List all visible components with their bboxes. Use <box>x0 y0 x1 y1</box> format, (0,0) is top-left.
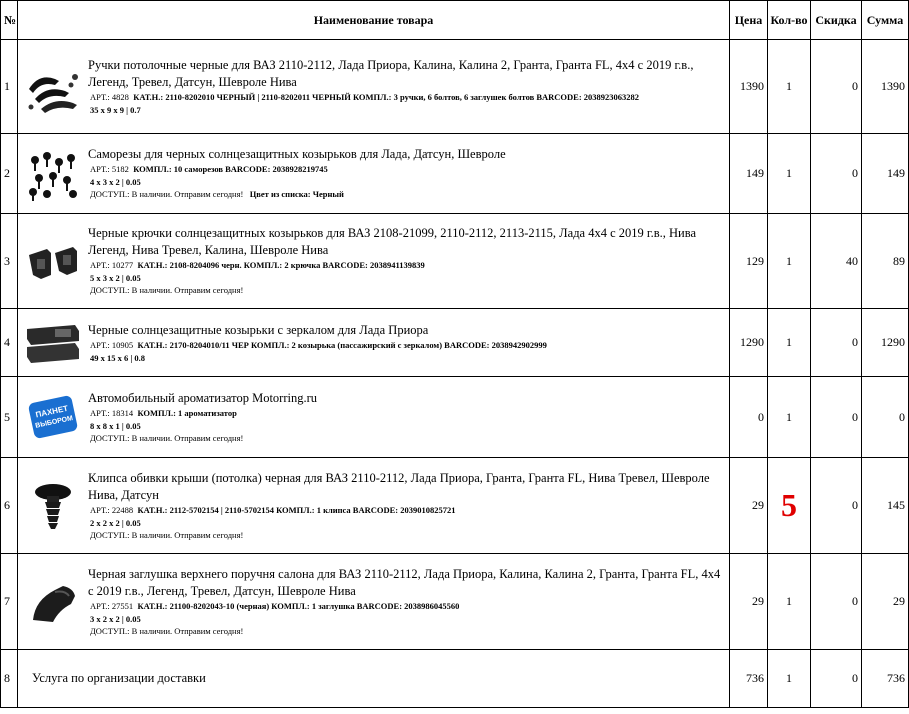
header-price: Цена <box>730 1 768 40</box>
table-row <box>1 377 909 458</box>
sum-cell: 149 <box>862 134 909 214</box>
product-meta: АРТ.: 10905 КАТ.Н.: 2170-8204010/11 ЧЕР КОМПЛ.: 2 козырька (пассажирский с зеркалом) BARCODE: 2038942902999 <box>90 339 547 350</box>
header-name: Наименование товара <box>18 1 730 40</box>
price-cell: 1390 <box>730 40 768 134</box>
discount-cell: 0 <box>811 554 862 650</box>
ceiling-handles-icon <box>24 58 82 116</box>
product-meta: АРТ.: 5182 КОМПЛ.: 10 саморезов BARCODE: 2038928219745 <box>90 164 328 174</box>
row-number: 7 <box>1 554 18 650</box>
price-cell: 736 <box>730 650 768 708</box>
sun-visors-icon <box>24 314 82 372</box>
table-row <box>1 214 909 309</box>
svg-text:ВЫБОРОМ: ВЫБОРОМ <box>34 414 74 430</box>
row-number: 3 <box>1 214 18 309</box>
air-freshener-icon <box>24 388 82 446</box>
product-meta: АРТ.: 4828 КАТ.Н.: 2110-8202010 ЧЕРНЫЙ | 2110-8202011 ЧЕРНЫЙ КОМПЛ.: 3 ручки, 6 болтов, 6 заглушек болтов BARCODE: 2038923063282 <box>90 92 640 102</box>
discount-cell: 0 <box>811 650 862 708</box>
product-cell <box>18 309 730 377</box>
product-availability: ДОСТУП.: В наличии. Отправим сегодня! <box>90 432 244 443</box>
sum-cell: 89 <box>862 214 909 309</box>
product-meta: АРТ.: 22488 КАТ.Н.: 2112-5702154 | 2110-5702154 КОМПЛ.: 1 клипса BARCODE: 2039010825721 <box>90 504 456 515</box>
product-title: Саморезы для черных солнцезащитных козырьков для Лада, Датсун, Шевроле <box>88 147 506 161</box>
table-row <box>1 40 909 134</box>
table-row <box>1 309 909 377</box>
price-cell: 0 <box>730 377 768 458</box>
price-cell: 129 <box>730 214 768 309</box>
qty-cell: 1 <box>768 40 811 134</box>
product-dims: 35 x 9 x 9 | 0.7 <box>90 105 141 115</box>
product-dims: 5 x 3 x 2 | 0.05 <box>90 273 141 283</box>
qty-cell: 1 <box>768 650 811 708</box>
header-num: № <box>1 1 18 40</box>
screws-icon <box>24 145 82 203</box>
sum-cell: 1390 <box>862 40 909 134</box>
discount-cell: 0 <box>811 458 862 554</box>
header-sum: Сумма <box>862 1 909 40</box>
product-dims: 49 x 15 x 6 | 0.8 <box>90 352 145 363</box>
discount-cell: 0 <box>811 40 862 134</box>
table-row <box>1 134 909 214</box>
qty-cell: 1 <box>768 377 811 458</box>
sum-cell: 145 <box>862 458 909 554</box>
sum-cell: 0 <box>862 377 909 458</box>
product-dims: 4 x 3 x 2 | 0.05 <box>90 177 141 187</box>
product-title: Черные крючки солнцезащитных козырьков для ВАЗ 2108-21099, 2110-2112, 2113-2115, Лада 4x4 с 2019 г.в., Нива Легенд, Нива Тревел, Калина, Шевроле Нива <box>88 226 697 257</box>
product-title: Черные солнцезащитные козырьки с зеркалом для Лада Приора <box>88 322 429 337</box>
service-cell <box>18 650 730 708</box>
roof-clip-icon <box>24 477 82 535</box>
header-qty: Кол-во <box>768 1 811 40</box>
qty-cell-highlighted: 5 <box>768 458 811 554</box>
product-dims: 2 x 2 x 2 | 0.05 <box>90 517 141 528</box>
product-availability: ДОСТУП.: В наличии. Отправим сегодня! <box>90 529 244 540</box>
table-row <box>1 458 909 554</box>
visor-hooks-icon <box>24 232 82 290</box>
price-cell: 1290 <box>730 309 768 377</box>
row-number: 6 <box>1 458 18 554</box>
service-title: Услуга по организации доставки <box>32 671 206 685</box>
product-dims: 8 x 8 x 1 | 0.05 <box>90 420 141 431</box>
handle-cap-icon <box>24 573 82 631</box>
product-title: Автомобильный ароматизатор Motorring.ru <box>88 390 317 405</box>
sum-cell: 1290 <box>862 309 909 377</box>
discount-cell: 0 <box>811 134 862 214</box>
row-number: 1 <box>1 40 18 134</box>
row-number: 8 <box>1 650 18 708</box>
product-cell <box>18 134 730 214</box>
product-availability: ДОСТУП.: В наличии. Отправим сегодня! Цвет из списка: Черный <box>90 189 344 199</box>
discount-cell: 0 <box>811 377 862 458</box>
product-meta: АРТ.: 10277 КАТ.Н.: 2108-8204096 черн. КОМПЛ.: 2 крючка BARCODE: 2038941139839 <box>90 260 425 270</box>
product-cell <box>18 377 730 458</box>
discount-cell: 0 <box>811 309 862 377</box>
svg-text:ПАХНЕТ: ПАХНЕТ <box>34 403 69 420</box>
discount-cell: 40 <box>811 214 862 309</box>
sum-cell: 29 <box>862 554 909 650</box>
row-number: 2 <box>1 134 18 214</box>
product-availability: ДОСТУП.: В наличии. Отправим сегодня! <box>90 625 244 636</box>
product-title: Ручки потолочные черные для ВАЗ 2110-2112, Лада Приора, Калина, Калина 2, Гранта, Гранта FL, 4x4 с 2019 г.в., Легенд, Тревел, Датсун, Шевроле Нива <box>88 58 694 89</box>
product-title: Клипса обивки крыши (потолка) черная для ВАЗ 2110-2112, Лада Приора, Гранта, Гранта FL, Нива Тревел, Шевроле Нива, Датсун <box>88 470 710 502</box>
product-title: Черная заглушка верхнего поручня салона для ВАЗ 2110-2112, Лада Приора, Калина, Калина 2, Гранта, Гранта FL, 4x4 с 2019 г.в., Легенд, Тревел, Датсун, Шевроле Нива <box>88 566 721 598</box>
product-availability: ДОСТУП.: В наличии. Отправим сегодня! <box>90 285 244 295</box>
qty-cell: 1 <box>768 134 811 214</box>
qty-cell: 1 <box>768 214 811 309</box>
row-number: 5 <box>1 377 18 458</box>
sum-cell: 736 <box>862 650 909 708</box>
product-cell <box>18 214 730 309</box>
table-row <box>1 554 909 650</box>
table-row <box>1 650 909 708</box>
price-cell: 29 <box>730 458 768 554</box>
row-number: 4 <box>1 309 18 377</box>
product-dims: 3 x 2 x 2 | 0.05 <box>90 613 141 624</box>
qty-cell: 1 <box>768 554 811 650</box>
header-discount: Скидка <box>811 1 862 40</box>
price-cell: 29 <box>730 554 768 650</box>
product-cell <box>18 40 730 134</box>
price-cell: 149 <box>730 134 768 214</box>
product-meta: АРТ.: 18314 КОМПЛ.: 1 ароматизатор <box>90 407 237 418</box>
table-header-row <box>1 1 909 40</box>
product-meta: АРТ.: 27551 КАТ.Н.: 21100-8202043-10 (черная) КОМПЛ.: 1 заглушка BARCODE: 2038986045560 <box>90 600 460 611</box>
product-cell <box>18 458 730 554</box>
product-cell <box>18 554 730 650</box>
qty-cell: 1 <box>768 309 811 377</box>
